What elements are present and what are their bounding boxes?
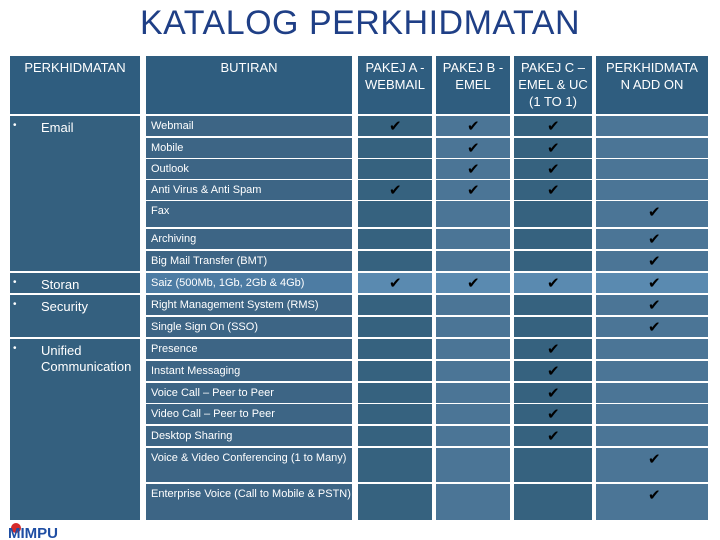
checkmark-icon: ✔: [547, 160, 560, 178]
cell-add: [596, 251, 708, 271]
detail-row-label: Saiz (500Mb, 1Gb, 2Gb & 4Gb): [146, 273, 352, 293]
cell-a: [358, 138, 432, 158]
cell-a: [358, 339, 432, 359]
cell-b: [436, 159, 510, 179]
cell-b: [436, 361, 510, 381]
detail-row-label: Big Mail Transfer (BMT): [146, 251, 352, 271]
cell-c: [514, 404, 592, 424]
cell-b: [436, 448, 510, 482]
cell-a: [358, 361, 432, 381]
detail-row-label: Outlook: [146, 159, 352, 179]
checkmark-icon: ✔: [648, 296, 661, 314]
checkmark-icon: ✔: [467, 117, 480, 135]
cell-add: [596, 361, 708, 381]
cell-add: [596, 339, 708, 359]
cell-b: [436, 138, 510, 158]
cell-add: [596, 317, 708, 337]
checkmark-icon: ✔: [547, 405, 560, 423]
cell-add: [596, 116, 708, 136]
group-label: Email: [41, 120, 74, 135]
checkmark-icon: ✔: [547, 427, 560, 445]
page-title: KATALOG PERKHIDMATAN: [139, 4, 581, 42]
bullet: •: [13, 277, 17, 288]
cell-b: [436, 484, 510, 520]
detail-row-label: Video Call – Peer to Peer: [146, 404, 352, 424]
detail-row-label: Right Management System (RMS): [146, 295, 352, 315]
cell-a: [358, 273, 432, 293]
checkmark-icon: ✔: [648, 450, 661, 468]
detail-row-label: Single Sign On (SSO): [146, 317, 352, 337]
cell-c: [514, 180, 592, 200]
cell-a: [358, 116, 432, 136]
cell-b: [436, 180, 510, 200]
cell-c: [514, 448, 592, 482]
cell-c: [514, 138, 592, 158]
checkmark-icon: ✔: [547, 362, 560, 380]
cell-a: [358, 426, 432, 446]
cell-c: [514, 251, 592, 271]
header-perkhidmatan: PERKHIDMATAN: [10, 56, 140, 114]
cell-add: [596, 484, 708, 520]
checkmark-icon: ✔: [547, 181, 560, 199]
cell-add: [596, 426, 708, 446]
checkmark-icon: ✔: [467, 181, 480, 199]
cell-c: [514, 201, 592, 227]
cell-add: [596, 159, 708, 179]
group-label: Storan: [41, 277, 80, 292]
cell-add: [596, 383, 708, 403]
group-email: [10, 116, 140, 271]
checkmark-icon: ✔: [547, 139, 560, 157]
checkmark-icon: ✔: [547, 384, 560, 402]
checkmark-icon: ✔: [648, 230, 661, 248]
group-security: [10, 295, 140, 337]
cell-b: [436, 116, 510, 136]
detail-row-label: Webmail: [146, 116, 352, 136]
cell-add: [596, 448, 708, 482]
cell-a: [358, 317, 432, 337]
cell-a: [358, 484, 432, 520]
detail-row-label: Presence: [146, 339, 352, 359]
bullet: •: [13, 343, 17, 354]
detail-row-label: Voice Call – Peer to Peer: [146, 383, 352, 403]
cell-c: [514, 273, 592, 293]
checkmark-icon: ✔: [467, 274, 480, 292]
header-add-on: PERKHIDMATA N ADD ON: [596, 56, 708, 114]
detail-row-label: Anti Virus & Anti Spam: [146, 180, 352, 200]
cell-c: [514, 361, 592, 381]
cell-add: [596, 229, 708, 249]
cell-a: [358, 383, 432, 403]
bullet: •: [13, 299, 17, 310]
checkmark-icon: ✔: [389, 117, 402, 135]
cell-b: [436, 295, 510, 315]
detail-row-label: Desktop Sharing: [146, 426, 352, 446]
group-unified-communication: [10, 339, 140, 520]
mimpu-logo: [4, 518, 104, 540]
cell-c: [514, 159, 592, 179]
checkmark-icon: ✔: [467, 139, 480, 157]
cell-c: [514, 229, 592, 249]
cell-c: [514, 383, 592, 403]
cell-b: [436, 251, 510, 271]
cell-c: [514, 317, 592, 337]
cell-c: [514, 116, 592, 136]
checkmark-icon: ✔: [648, 274, 661, 292]
checkmark-icon: ✔: [648, 203, 661, 221]
cell-add: [596, 404, 708, 424]
header-pakej-b: PAKEJ B - EMEL: [436, 56, 510, 114]
cell-add: [596, 180, 708, 200]
cell-b: [436, 426, 510, 446]
cell-b: [436, 317, 510, 337]
cell-b: [436, 383, 510, 403]
detail-row-label: Instant Messaging: [146, 361, 352, 381]
cell-a: [358, 159, 432, 179]
cell-b: [436, 339, 510, 359]
detail-row-label: Archiving: [146, 229, 352, 249]
logo-text: MIMPU: [8, 525, 58, 540]
checkmark-icon: ✔: [547, 117, 560, 135]
group-label: Unified Communication: [41, 343, 132, 374]
cell-add: [596, 138, 708, 158]
header-pakej-a: PAKEJ A - WEBMAIL: [358, 56, 432, 114]
cell-c: [514, 295, 592, 315]
cell-b: [436, 404, 510, 424]
cell-b: [436, 201, 510, 227]
group-storan: [10, 273, 140, 293]
group-label: Security: [41, 299, 88, 314]
cell-c: [514, 484, 592, 520]
cell-add: [596, 273, 708, 293]
cell-b: [436, 229, 510, 249]
checkmark-icon: ✔: [389, 274, 402, 292]
cell-a: [358, 404, 432, 424]
checkmark-icon: ✔: [648, 252, 661, 270]
detail-row-label: Mobile: [146, 138, 352, 158]
bullet: •: [13, 120, 17, 131]
cell-a: [358, 201, 432, 227]
cell-a: [358, 448, 432, 482]
detail-row-label: Fax: [146, 201, 352, 227]
checkmark-icon: ✔: [467, 160, 480, 178]
checkmark-icon: ✔: [648, 318, 661, 336]
cell-b: [436, 273, 510, 293]
checkmark-icon: ✔: [389, 181, 402, 199]
cell-a: [358, 295, 432, 315]
header-butiran: BUTIRAN: [146, 56, 352, 114]
cell-a: [358, 180, 432, 200]
checkmark-icon: ✔: [648, 486, 661, 504]
cell-add: [596, 295, 708, 315]
cell-c: [514, 339, 592, 359]
detail-row-label: Enterprise Voice (Call to Mobile & PSTN): [146, 484, 352, 520]
checkmark-icon: ✔: [547, 340, 560, 358]
detail-row-label: Voice & Video Conferencing (1 to Many): [146, 448, 352, 482]
cell-add: [596, 201, 708, 227]
cell-a: [358, 251, 432, 271]
checkmark-icon: ✔: [547, 274, 560, 292]
cell-c: [514, 426, 592, 446]
header-pakej-c: PAKEJ C – EMEL & UC (1 TO 1): [514, 56, 592, 114]
cell-a: [358, 229, 432, 249]
